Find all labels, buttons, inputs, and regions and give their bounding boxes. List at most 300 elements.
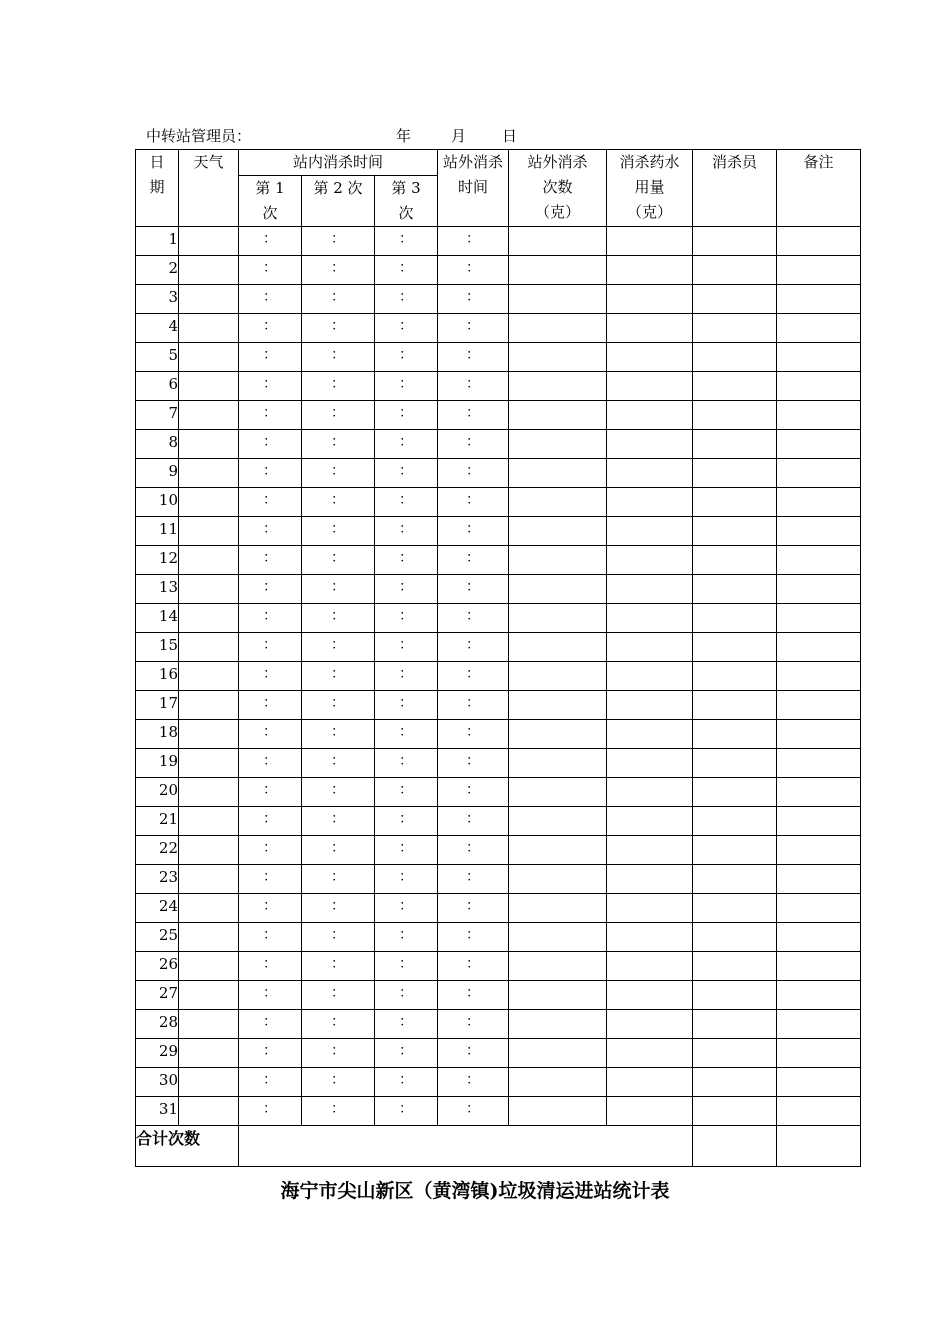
staff-cell[interactable] — [693, 981, 777, 1010]
staff-cell[interactable] — [693, 633, 777, 662]
weather-cell[interactable] — [179, 952, 239, 981]
weather-cell[interactable] — [179, 865, 239, 894]
time-cell[interactable] — [302, 952, 375, 981]
time-cell[interactable] — [302, 517, 375, 546]
time-cell[interactable] — [375, 517, 438, 546]
time-cell[interactable] — [438, 604, 509, 633]
time-cell[interactable] — [438, 488, 509, 517]
dosage-cell[interactable] — [607, 430, 693, 459]
outside-count-cell[interactable] — [509, 459, 607, 488]
time-cell[interactable] — [438, 430, 509, 459]
time-cell[interactable] — [375, 807, 438, 836]
time-cell[interactable] — [239, 691, 302, 720]
time-cell[interactable] — [239, 256, 302, 285]
time-cell[interactable] — [302, 488, 375, 517]
remark-cell[interactable] — [777, 488, 861, 517]
table-row — [136, 720, 861, 749]
staff-cell[interactable] — [693, 952, 777, 981]
time-cell[interactable] — [302, 430, 375, 459]
weather-cell[interactable] — [179, 1039, 239, 1068]
dosage-cell[interactable] — [607, 952, 693, 981]
weather-cell[interactable] — [179, 285, 239, 314]
weather-cell[interactable] — [179, 662, 239, 691]
col-staff-header: 消杀员 — [693, 150, 777, 227]
time-cell[interactable] — [375, 401, 438, 430]
time-cell[interactable] — [375, 459, 438, 488]
outside-count-cell[interactable] — [509, 546, 607, 575]
weather-cell[interactable] — [179, 430, 239, 459]
staff-cell[interactable] — [693, 1068, 777, 1097]
time-cell[interactable] — [375, 1068, 438, 1097]
remark-cell[interactable] — [777, 1097, 861, 1126]
remark-cell[interactable] — [777, 749, 861, 778]
time-cell[interactable] — [302, 1097, 375, 1126]
remark-cell[interactable] — [777, 401, 861, 430]
remark-cell[interactable] — [777, 662, 861, 691]
time-cell[interactable] — [375, 488, 438, 517]
time-cell[interactable] — [302, 343, 375, 372]
weather-cell[interactable] — [179, 778, 239, 807]
outside-count-cell[interactable] — [509, 575, 607, 604]
time-cell[interactable] — [375, 314, 438, 343]
time-cell[interactable] — [438, 343, 509, 372]
outside-count-cell[interactable] — [509, 401, 607, 430]
outside-count-cell[interactable] — [509, 1097, 607, 1126]
weather-cell[interactable] — [179, 343, 239, 372]
total-staff-cell[interactable] — [693, 1126, 777, 1167]
remark-cell[interactable] — [777, 459, 861, 488]
time-cell[interactable] — [375, 546, 438, 575]
time-cell[interactable] — [302, 633, 375, 662]
remark-cell[interactable] — [777, 894, 861, 923]
remark-cell[interactable] — [777, 981, 861, 1010]
dosage-cell[interactable] — [607, 575, 693, 604]
remark-cell[interactable] — [777, 372, 861, 401]
remark-cell[interactable] — [777, 720, 861, 749]
remark-cell[interactable] — [777, 575, 861, 604]
outside-count-cell[interactable] — [509, 1010, 607, 1039]
time-separator: ： — [399, 463, 414, 479]
time-cell[interactable] — [375, 981, 438, 1010]
time-cell[interactable] — [239, 836, 302, 865]
time-cell[interactable] — [375, 285, 438, 314]
dosage-cell[interactable] — [607, 1097, 693, 1126]
time-cell[interactable] — [302, 662, 375, 691]
time-cell[interactable] — [239, 372, 302, 401]
dosage-cell[interactable] — [607, 633, 693, 662]
time-cell[interactable] — [239, 1097, 302, 1126]
time-separator: ： — [399, 1043, 414, 1059]
time-cell[interactable] — [239, 401, 302, 430]
staff-cell[interactable] — [693, 662, 777, 691]
time-cell[interactable] — [438, 662, 509, 691]
time-cell[interactable] — [438, 1068, 509, 1097]
weather-cell[interactable] — [179, 575, 239, 604]
time-cell[interactable] — [239, 517, 302, 546]
time-cell[interactable] — [239, 604, 302, 633]
outside-count-cell[interactable] — [509, 923, 607, 952]
remark-cell[interactable] — [777, 227, 861, 256]
time-cell[interactable] — [375, 633, 438, 662]
time-cell[interactable] — [375, 691, 438, 720]
time-cell[interactable] — [438, 691, 509, 720]
outside-count-cell[interactable] — [509, 517, 607, 546]
time-cell[interactable] — [239, 778, 302, 807]
dosage-cell[interactable] — [607, 488, 693, 517]
time-cell[interactable] — [302, 372, 375, 401]
time-cell[interactable] — [302, 459, 375, 488]
staff-cell[interactable] — [693, 314, 777, 343]
time-cell[interactable] — [375, 575, 438, 604]
dosage-cell[interactable] — [607, 807, 693, 836]
weather-cell[interactable] — [179, 691, 239, 720]
time-cell[interactable] — [438, 720, 509, 749]
outside-count-cell[interactable] — [509, 836, 607, 865]
weather-cell[interactable] — [179, 836, 239, 865]
time-separator: ： — [466, 840, 481, 856]
remark-cell[interactable] — [777, 604, 861, 633]
remark-cell[interactable] — [777, 778, 861, 807]
weather-cell[interactable] — [179, 894, 239, 923]
time-cell[interactable] — [438, 256, 509, 285]
outside-count-cell[interactable] — [509, 1039, 607, 1068]
time-separator: ： — [331, 492, 345, 508]
time-cell[interactable] — [239, 575, 302, 604]
dosage-cell[interactable] — [607, 894, 693, 923]
dosage-cell[interactable] — [607, 981, 693, 1010]
col-dosage-header: 消杀药水用量（克） — [607, 150, 693, 227]
outside-count-cell[interactable] — [509, 894, 607, 923]
time-cell[interactable] — [375, 1039, 438, 1068]
remark-cell[interactable] — [777, 865, 861, 894]
dosage-cell[interactable] — [607, 749, 693, 778]
time-cell[interactable] — [438, 981, 509, 1010]
time-cell[interactable] — [375, 720, 438, 749]
time-cell[interactable] — [438, 807, 509, 836]
staff-cell[interactable] — [693, 1097, 777, 1126]
weather-cell[interactable] — [179, 459, 239, 488]
remark-cell[interactable] — [777, 807, 861, 836]
time-cell[interactable] — [302, 691, 375, 720]
time-cell[interactable] — [239, 662, 302, 691]
weather-cell[interactable] — [179, 1068, 239, 1097]
dosage-cell[interactable] — [607, 517, 693, 546]
time-cell[interactable] — [375, 894, 438, 923]
dosage-cell[interactable] — [607, 372, 693, 401]
outside-count-cell[interactable] — [509, 372, 607, 401]
staff-cell[interactable] — [693, 430, 777, 459]
time-cell[interactable] — [438, 633, 509, 662]
staff-cell[interactable] — [693, 488, 777, 517]
outside-count-cell[interactable] — [509, 807, 607, 836]
time-cell[interactable] — [239, 314, 302, 343]
remark-cell[interactable] — [777, 691, 861, 720]
staff-cell[interactable] — [693, 256, 777, 285]
year-label: 年 — [396, 127, 412, 145]
time-cell[interactable] — [438, 952, 509, 981]
dosage-cell[interactable] — [607, 662, 693, 691]
time-cell[interactable] — [302, 865, 375, 894]
remark-cell[interactable] — [777, 343, 861, 372]
time-cell[interactable] — [438, 401, 509, 430]
time-cell[interactable] — [375, 778, 438, 807]
time-cell[interactable] — [239, 1010, 302, 1039]
time-cell[interactable] — [438, 227, 509, 256]
staff-cell[interactable] — [693, 749, 777, 778]
time-cell[interactable] — [438, 372, 509, 401]
time-cell[interactable] — [302, 894, 375, 923]
time-cell[interactable] — [438, 749, 509, 778]
remark-cell[interactable] — [777, 952, 861, 981]
dosage-cell[interactable] — [607, 459, 693, 488]
dosage-cell[interactable] — [607, 1068, 693, 1097]
staff-cell[interactable] — [693, 604, 777, 633]
dosage-cell[interactable] — [607, 401, 693, 430]
outside-count-cell[interactable] — [509, 604, 607, 633]
weather-cell[interactable] — [179, 256, 239, 285]
time-cell[interactable] — [302, 1010, 375, 1039]
staff-cell[interactable] — [693, 575, 777, 604]
weather-cell[interactable] — [179, 517, 239, 546]
total-value-cell[interactable] — [239, 1126, 693, 1167]
time-cell[interactable] — [302, 314, 375, 343]
outside-count-cell[interactable] — [509, 227, 607, 256]
remark-cell[interactable] — [777, 923, 861, 952]
time-cell[interactable] — [375, 430, 438, 459]
outside-count-cell[interactable] — [509, 749, 607, 778]
staff-cell[interactable] — [693, 401, 777, 430]
time-cell[interactable] — [302, 401, 375, 430]
outside-count-cell[interactable] — [509, 256, 607, 285]
remark-cell[interactable] — [777, 1068, 861, 1097]
time-cell[interactable] — [239, 749, 302, 778]
total-remark-cell[interactable] — [777, 1126, 861, 1167]
dosage-cell[interactable] — [607, 691, 693, 720]
weather-cell[interactable] — [179, 604, 239, 633]
time-cell[interactable] — [438, 836, 509, 865]
weather-cell[interactable] — [179, 923, 239, 952]
dosage-cell[interactable] — [607, 314, 693, 343]
time-cell[interactable] — [375, 836, 438, 865]
time-cell[interactable] — [438, 575, 509, 604]
outside-count-cell[interactable] — [509, 314, 607, 343]
time-cell[interactable] — [438, 517, 509, 546]
outside-count-cell[interactable] — [509, 865, 607, 894]
time-cell[interactable] — [239, 807, 302, 836]
time-cell[interactable] — [438, 459, 509, 488]
time-cell[interactable] — [302, 749, 375, 778]
remark-cell[interactable] — [777, 314, 861, 343]
staff-cell[interactable] — [693, 1010, 777, 1039]
time-cell[interactable] — [438, 923, 509, 952]
time-cell[interactable] — [239, 981, 302, 1010]
dosage-cell[interactable] — [607, 285, 693, 314]
dosage-cell[interactable] — [607, 604, 693, 633]
staff-cell[interactable] — [693, 923, 777, 952]
time-cell[interactable] — [239, 894, 302, 923]
staff-cell[interactable] — [693, 778, 777, 807]
weather-cell[interactable] — [179, 488, 239, 517]
time-cell[interactable] — [239, 633, 302, 662]
time-cell[interactable] — [302, 981, 375, 1010]
outside-count-cell[interactable] — [509, 633, 607, 662]
col-first-header: 第 1 次 — [239, 176, 302, 227]
time-cell[interactable] — [438, 1097, 509, 1126]
weather-cell[interactable] — [179, 372, 239, 401]
staff-cell[interactable] — [693, 285, 777, 314]
time-cell[interactable] — [375, 923, 438, 952]
header-row-1 — [136, 150, 861, 176]
dosage-cell[interactable] — [607, 546, 693, 575]
outside-count-cell[interactable] — [509, 981, 607, 1010]
outside-count-cell[interactable] — [509, 1068, 607, 1097]
dosage-cell[interactable] — [607, 256, 693, 285]
staff-cell[interactable] — [693, 546, 777, 575]
weather-cell[interactable] — [179, 1010, 239, 1039]
time-cell[interactable] — [302, 807, 375, 836]
remark-cell[interactable] — [777, 1010, 861, 1039]
time-cell[interactable] — [438, 778, 509, 807]
outside-count-cell[interactable] — [509, 952, 607, 981]
staff-cell[interactable] — [693, 720, 777, 749]
time-cell[interactable] — [239, 488, 302, 517]
time-separator: ： — [263, 753, 277, 769]
time-cell[interactable] — [375, 604, 438, 633]
time-cell[interactable] — [375, 1010, 438, 1039]
time-cell[interactable] — [239, 720, 302, 749]
table-row — [136, 836, 861, 865]
time-cell[interactable] — [302, 1068, 375, 1097]
time-cell[interactable] — [438, 865, 509, 894]
dosage-cell[interactable] — [607, 343, 693, 372]
time-separator: ： — [466, 260, 481, 276]
time-cell[interactable] — [438, 285, 509, 314]
time-cell[interactable] — [239, 1039, 302, 1068]
time-cell[interactable] — [375, 343, 438, 372]
weather-cell[interactable] — [179, 401, 239, 430]
time-cell[interactable] — [239, 285, 302, 314]
weather-cell[interactable] — [179, 981, 239, 1010]
outside-count-cell[interactable] — [509, 691, 607, 720]
time-cell[interactable] — [239, 430, 302, 459]
time-cell[interactable] — [302, 604, 375, 633]
outside-count-cell[interactable] — [509, 720, 607, 749]
time-cell[interactable] — [302, 1039, 375, 1068]
dosage-cell[interactable] — [607, 227, 693, 256]
table-row — [136, 865, 861, 894]
dosage-cell[interactable] — [607, 720, 693, 749]
time-cell[interactable] — [375, 372, 438, 401]
outside-count-cell[interactable] — [509, 488, 607, 517]
time-cell[interactable] — [302, 720, 375, 749]
weather-cell[interactable] — [179, 720, 239, 749]
time-cell[interactable] — [302, 546, 375, 575]
time-cell[interactable] — [239, 546, 302, 575]
weather-cell[interactable] — [179, 633, 239, 662]
dosage-cell[interactable] — [607, 1039, 693, 1068]
dosage-cell[interactable] — [607, 923, 693, 952]
dosage-cell[interactable] — [607, 865, 693, 894]
time-cell[interactable] — [302, 227, 375, 256]
outside-count-cell[interactable] — [509, 778, 607, 807]
remark-cell[interactable] — [777, 430, 861, 459]
time-cell[interactable] — [375, 662, 438, 691]
staff-cell[interactable] — [693, 459, 777, 488]
staff-cell[interactable] — [693, 807, 777, 836]
remark-cell[interactable] — [777, 517, 861, 546]
time-separator: ： — [263, 347, 277, 363]
dosage-cell[interactable] — [607, 778, 693, 807]
staff-cell[interactable] — [693, 865, 777, 894]
weather-cell[interactable] — [179, 314, 239, 343]
outside-count-cell[interactable] — [509, 662, 607, 691]
weather-cell[interactable] — [179, 807, 239, 836]
time-cell[interactable] — [375, 256, 438, 285]
staff-cell[interactable] — [693, 1039, 777, 1068]
time-cell[interactable] — [375, 1097, 438, 1126]
weather-cell[interactable] — [179, 1097, 239, 1126]
outside-count-cell[interactable] — [509, 430, 607, 459]
remark-cell[interactable] — [777, 633, 861, 662]
time-cell[interactable] — [239, 1068, 302, 1097]
remark-cell[interactable] — [777, 836, 861, 865]
weather-cell[interactable] — [179, 546, 239, 575]
time-cell[interactable] — [438, 894, 509, 923]
time-cell[interactable] — [239, 865, 302, 894]
time-cell[interactable] — [438, 314, 509, 343]
time-cell[interactable] — [302, 836, 375, 865]
staff-cell[interactable] — [693, 372, 777, 401]
time-cell[interactable] — [239, 923, 302, 952]
time-cell[interactable] — [302, 575, 375, 604]
dosage-cell[interactable] — [607, 836, 693, 865]
time-cell[interactable] — [438, 1039, 509, 1068]
remark-cell[interactable] — [777, 546, 861, 575]
time-cell[interactable] — [239, 227, 302, 256]
staff-cell[interactable] — [693, 836, 777, 865]
staff-cell[interactable] — [693, 227, 777, 256]
weather-cell[interactable] — [179, 749, 239, 778]
time-cell[interactable] — [375, 952, 438, 981]
time-cell[interactable] — [239, 343, 302, 372]
staff-cell[interactable] — [693, 517, 777, 546]
time-cell[interactable] — [438, 1010, 509, 1039]
time-separator: ： — [263, 898, 277, 914]
day-number: 7 — [136, 401, 179, 430]
dosage-cell[interactable] — [607, 1010, 693, 1039]
time-separator: ： — [263, 666, 277, 682]
remark-cell[interactable] — [777, 285, 861, 314]
time-cell[interactable] — [239, 459, 302, 488]
staff-cell[interactable] — [693, 894, 777, 923]
time-cell[interactable] — [302, 285, 375, 314]
remark-cell[interactable] — [777, 1039, 861, 1068]
time-cell[interactable] — [375, 865, 438, 894]
time-cell[interactable] — [302, 256, 375, 285]
outside-count-cell[interactable] — [509, 285, 607, 314]
time-cell[interactable] — [239, 952, 302, 981]
weather-cell[interactable] — [179, 227, 239, 256]
time-cell[interactable] — [375, 227, 438, 256]
outside-count-cell[interactable] — [509, 343, 607, 372]
time-cell[interactable] — [438, 546, 509, 575]
time-cell[interactable] — [375, 749, 438, 778]
staff-cell[interactable] — [693, 343, 777, 372]
remark-cell[interactable] — [777, 256, 861, 285]
staff-cell[interactable] — [693, 691, 777, 720]
time-cell[interactable] — [302, 923, 375, 952]
time-cell[interactable] — [302, 778, 375, 807]
